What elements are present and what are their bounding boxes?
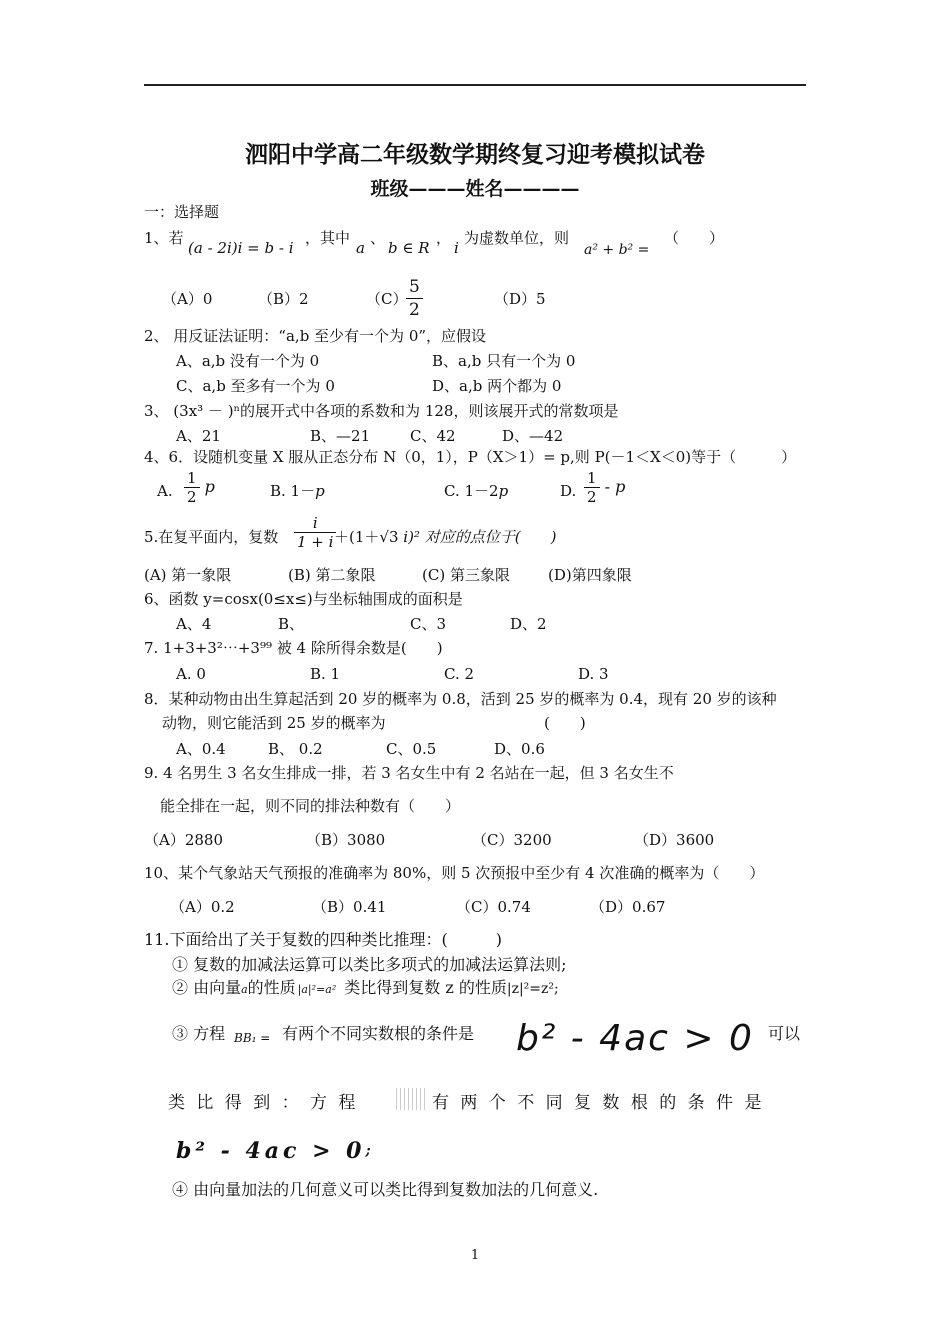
q11-formula-2-semicolon: ; (365, 1143, 375, 1159)
q1-option-c-fraction (406, 276, 423, 321)
q10-option-c: （C）0.74 (456, 898, 531, 916)
q11-item-4: ④ 由向量加法的几何意义可以类比得到复数加法的几何意义. (172, 1180, 599, 1199)
q5-text-b: ＋(1＋ (334, 528, 380, 546)
q4d-tail: - p (604, 477, 626, 496)
q5-text-c: i)² 对应的点位于( ) (398, 528, 557, 546)
q1-expression: a² + b² = (584, 242, 650, 258)
q4d-den: 2 (587, 488, 597, 506)
q11-item-3-bb: BB₁ = (234, 1031, 271, 1045)
q11-item-3-a: ③ 方程 (172, 1024, 226, 1043)
q4a-num: 1 (184, 469, 200, 488)
q7-option-a: A. 0 (176, 665, 206, 683)
q4c-label: C. 1－2 (444, 482, 499, 500)
q6-option-c: C、3 (410, 615, 447, 633)
q1-var-a: a (356, 239, 365, 257)
q8-option-a: A、0.4 (176, 740, 226, 758)
q1-frac-den: 2 (409, 300, 420, 320)
q1-var-b: b ∈ R (388, 239, 430, 257)
q5-den: 1 + i (297, 533, 334, 551)
q1-option-d: （D）5 (494, 290, 546, 308)
q1-option-b: （B）2 (258, 290, 309, 308)
q6-option-b: B、 (278, 615, 305, 633)
q7-option-c: C. 2 (444, 665, 475, 683)
question-6-stem: 6、函数 y=cosx(0≤x≤)与坐标轴围成的面积是 (144, 590, 463, 608)
q5-text (334, 527, 556, 547)
q11-item-3-line2-b: 有 两 个 不 同 复 数 根 的 条 件 是 (432, 1093, 765, 1113)
q1-answer-paren: （ ） (664, 229, 725, 247)
q4-option-a-label: A. (157, 482, 173, 500)
garbled-equation-icon (396, 1088, 426, 1110)
q11-item2-d: |z|²=z²; (506, 981, 559, 997)
q4b-p: p (315, 482, 325, 500)
q9-option-b: （B）3080 (306, 831, 386, 849)
q1-text-c: ， (436, 229, 452, 247)
q5-fraction (294, 514, 336, 551)
question-2-stem: 2、 用反证法证明：“a,b 至少有一个为 0”，应假设 (144, 327, 487, 345)
question-3-stem: 3、 (3x³ － )ⁿ的展开式中各项的系数和为 128，则该展开式的常数项是 (144, 402, 619, 420)
q2-option-c: C、a,b 至多有一个为 0 (176, 377, 335, 395)
header-rule (144, 84, 806, 86)
q11-item-2 (172, 978, 559, 1000)
q5-option-a: (A) 第一象限 (144, 566, 232, 584)
q11-formula-2 (176, 1136, 375, 1166)
class-name-line: 班级———姓名———— (370, 178, 580, 200)
q2-option-d: D、a,b 两个都为 0 (432, 377, 562, 395)
question-11-stem: 11.下面给出了关于复数的四种类比推理：( ) (144, 930, 502, 949)
q4c-p: p (498, 482, 509, 500)
q6-option-a: A、4 (176, 615, 212, 633)
question-9-line2: 能全排在一起，则不同的排法种数有（ ） (160, 797, 461, 815)
q8-answer-paren: ( ) (544, 714, 586, 732)
q5-option-c: (C) 第三象限 (422, 566, 510, 584)
q1-text-a: 1、若 (144, 229, 184, 247)
q1-option-a: （A）0 (162, 290, 213, 308)
question-7-stem: 7. 1+3+3²⋯+3⁹⁹ 被 4 除所得余数是( ) (144, 639, 443, 657)
q1-sep: 、 (370, 229, 386, 247)
q1-equation: (a - 2i)i = b - i (188, 239, 294, 257)
q4-option-c (444, 481, 508, 501)
q4d-num: 1 (584, 469, 600, 488)
q1-text-d: 为虚数单位，则 (464, 229, 570, 247)
q4a-den: 2 (187, 488, 197, 506)
q3-option-d: D、—42 (502, 427, 564, 445)
question-1-stem (144, 228, 184, 248)
q3-option-a: A、21 (176, 427, 221, 445)
q11-item2-eq: |a|²=a² (297, 983, 337, 996)
q1-frac-num: 5 (406, 276, 423, 299)
q9-option-d: （D）3600 (634, 831, 715, 849)
q2-option-a: A、a,b 没有一个为 0 (176, 352, 320, 370)
q11-discriminant-formula: b² - 4ac > 0 (516, 1018, 754, 1059)
exam-title: 泗阳中学高二年级数学期终复习迎考模拟试卷 (245, 141, 705, 168)
q1-option-c: （C） (366, 290, 408, 308)
q4-option-d-label: D. (560, 482, 577, 500)
question-4-stem: 4、6．设随机变量 X 服从正态分布 N（0，1），P（X＞1）= p,则 P(－1＜X＜0)等于（ ） (144, 448, 797, 466)
q7-option-d: D. 3 (578, 665, 609, 683)
q4b-label: B. 1－ (270, 482, 316, 500)
question-8-line1: 8．某种动物由出生算起活到 20 岁的概率为 0.8，活到 25 岁的概率为 0.4，现有 20 岁的该种 (144, 690, 777, 708)
q11-formula-2-text: b² - 4ac > 0 (176, 1138, 366, 1164)
q11-item2-a: ② 由向量 (172, 978, 242, 997)
q5-sqrt: √3 (379, 528, 399, 546)
q4a-p: p (204, 477, 215, 496)
section-heading: 一：选择题 (144, 203, 220, 221)
question-5-stem: 5.在复平面内，复数 (144, 528, 279, 546)
q4-option-d-fraction (584, 469, 625, 506)
q11-item-3-c: 可以 (768, 1024, 801, 1043)
q6-option-d: D、2 (510, 615, 547, 633)
q5-num: i (294, 514, 336, 533)
q10-option-b: （B）0.41 (312, 898, 387, 916)
q4-option-a-fraction (184, 469, 215, 506)
question-9-line1: 9. 4 名男生 3 名女生排成一排，若 3 名女生中有 2 名站在一起，但 3 名女生不 (144, 764, 674, 782)
equation-image-placeholder (396, 1088, 426, 1110)
q10-option-d: （D）0.67 (590, 898, 666, 916)
q10-option-a: （A）0.2 (170, 898, 235, 916)
q1-var-i: i (454, 239, 459, 257)
q11-item-3-line2-a: 类 比 得 到 ： 方 程 (168, 1093, 359, 1113)
question-10-stem: 10、某个气象站天气预报的准确率为 80%，则 5 次预报中至少有 4 次准确的概率为（ ） (144, 864, 765, 882)
q11-item2-c: 类比得到复数 z 的性质 (344, 978, 507, 997)
q8-option-c: C、0.5 (386, 740, 437, 758)
q9-option-a: （A）2880 (144, 831, 224, 849)
q11-item2-b: 的性质 (247, 978, 296, 997)
q3-option-b: B、—21 (310, 427, 371, 445)
question-8-line2: 动物，则它能活到 25 岁的概率为 (162, 714, 386, 732)
q11-item2-vector: a (241, 983, 248, 996)
q11-item-1: ① 复数的加减法运算可以类比多项式的加减法运算法则; (172, 955, 567, 974)
q8-option-b: B、 0.2 (268, 740, 323, 758)
q8-option-d: D、0.6 (494, 740, 545, 758)
q11-item-3-b: 有两个不同实数根的条件是 (282, 1024, 475, 1043)
q1-text-b: ，其中 (305, 229, 351, 247)
q2-option-b: B、a,b 只有一个为 0 (432, 352, 576, 370)
q7-option-b: B. 1 (310, 665, 341, 683)
page-number: 1 (470, 1248, 480, 1263)
q3-option-c: C、42 (410, 427, 456, 445)
q5-option-d: (D)第四象限 (548, 566, 632, 584)
q9-option-c: （C）3200 (472, 831, 552, 849)
q4-option-b (270, 481, 325, 501)
q5-option-b: (B) 第二象限 (288, 566, 376, 584)
